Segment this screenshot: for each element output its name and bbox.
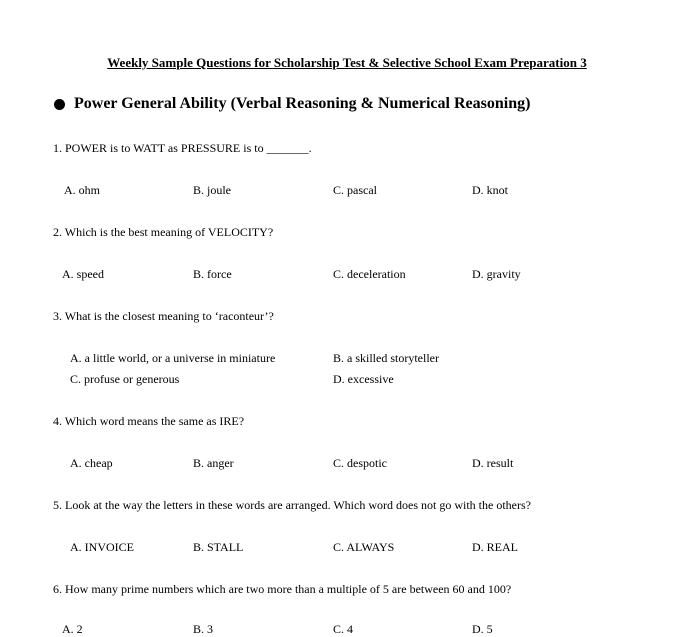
- question-5-option-b: B. STALL: [193, 540, 244, 554]
- question-2-option-a: A. speed: [62, 267, 104, 281]
- question-4-option-c: C. despotic: [333, 456, 387, 470]
- question-5-text: 5. Look at the way the letters in these words are arranged. Which word does not go with the others?: [53, 498, 531, 512]
- question-6-option-c: C. 4: [333, 622, 354, 636]
- question-5-option-a: A. INVOICE: [70, 540, 134, 554]
- question-3-option-d: D. excessive: [333, 372, 394, 386]
- question-3-option-b: B. a skilled storyteller: [333, 351, 439, 365]
- question-3-option-c: C. profuse or generous: [70, 372, 180, 386]
- question-2-option-b: B. force: [193, 267, 232, 281]
- question-1-text: 1. POWER is to WATT as PRESSURE is to _______.: [53, 141, 312, 155]
- question-6-text: 6. How many prime numbers which are two more than a multiple of 5 are between 60 and 100?: [53, 582, 512, 596]
- question-5-option-d: D. REAL: [472, 540, 518, 554]
- question-6-option-a: A. 2: [62, 622, 83, 636]
- question-4-option-d: D. result: [472, 456, 514, 470]
- question-4-option-a: A. cheap: [70, 456, 113, 470]
- question-4-text: 4. Which word means the same as IRE?: [53, 414, 245, 428]
- bullet-icon: [54, 99, 65, 110]
- question-2-option-d: D. gravity: [472, 267, 521, 281]
- question-2-text: 2. Which is the best meaning of VELOCITY?: [53, 225, 274, 239]
- question-1-option-b: B. joule: [193, 183, 231, 197]
- question-3-text: 3. What is the closest meaning to ‘raconteur’?: [53, 309, 274, 323]
- section-heading: Power General Ability (Verbal Reasoning & Numerical Reasoning): [74, 95, 531, 112]
- question-4-option-b: B. anger: [193, 456, 234, 470]
- document-title: Weekly Sample Questions for Scholarship Test & Selective School Exam Preparation 3: [107, 55, 587, 70]
- question-2-option-c: C. deceleration: [333, 267, 406, 281]
- question-5-option-c: C. ALWAYS: [333, 540, 395, 554]
- question-1-option-a: A. ohm: [64, 183, 100, 197]
- question-6-option-b: B. 3: [193, 622, 214, 636]
- question-6-option-d: D. 5: [472, 622, 493, 636]
- question-1-option-d: D. knot: [472, 183, 508, 197]
- question-1-option-c: C. pascal: [333, 183, 377, 197]
- question-3-option-a: A. a little world, or a universe in miniature: [70, 351, 276, 365]
